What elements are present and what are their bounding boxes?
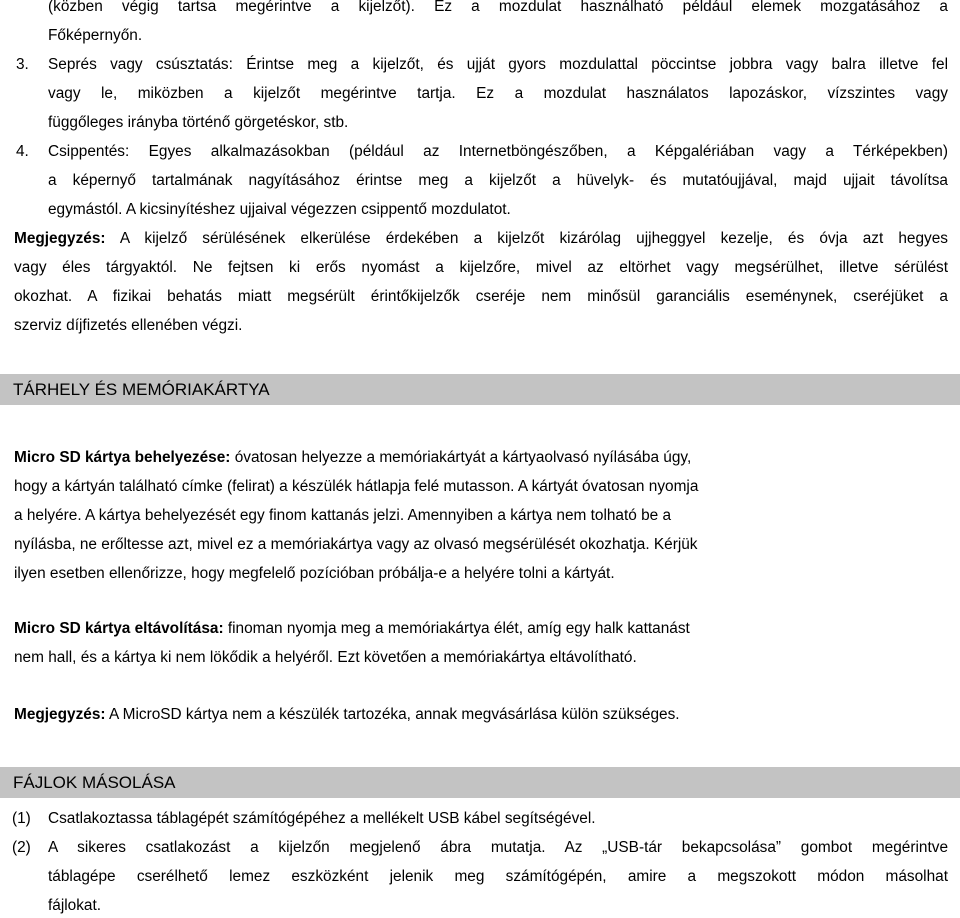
section-header-files bbox=[0, 767, 960, 798]
storage-note-text: A MicroSD kártya nem a készülék tartozéka, annak megvásárlása külön szükséges. bbox=[108, 706, 680, 723]
storage-note-line bbox=[14, 706, 680, 724]
list-item-4-line-3: egymástól. A kicsinyítéshez ujjaival végezzen csippentő mozdulatot. bbox=[48, 201, 511, 218]
list-item-4-number: 4. bbox=[16, 143, 29, 160]
files-step-2-line-2: táblagépe cserélhető lemez eszközként jelenik meg számítógépén, amire a megszokott módon másolhat bbox=[48, 868, 948, 885]
note-1-line-2: vagy éles tárgyaktól. Ne fejtsen ki erős nyomást a kijelzőre, mivel az eltörhet vagy megsérülhet, illetve sérülést bbox=[14, 259, 948, 276]
storage-remove-line-1 bbox=[14, 620, 690, 638]
storage-insert-line-2: hogy a kártyán található címke (felirat) a készülék hátlapja felé mutasson. A kártyát óvatosan nyomja bbox=[14, 478, 699, 495]
storage-insert-line-1 bbox=[14, 449, 691, 467]
files-step-2-line-1: A sikeres csatlakozást a kijelzőn megjelenő ábra mutatja. Az „USB-tár bekapcsolása” gombot megérintve bbox=[48, 839, 948, 856]
note-1-line-3: okozhat. A fizikai behatás miatt megsérült érintőkijelzők cseréje nem minősül garanciális eseménynek, cseréjüket a bbox=[14, 288, 948, 305]
files-step-2-line-3: fájlokat. bbox=[48, 897, 102, 914]
files-step-1-text: Csatlakoztassa táblagépét számítógépéhez a mellékelt USB kábel segítségével. bbox=[48, 810, 596, 827]
list-item-3-line-2: vagy le, miközben a kijelzőt megérintve tartja. Ez a mozdulat használatos lapozáskor, vízszintes vagy bbox=[48, 85, 948, 102]
storage-insert-line-5: ilyen esetben ellenőrizze, hogy megfelelő pozícióban próbálja-e a helyére tolni a kártyát. bbox=[14, 565, 615, 582]
list-item-3-number: 3. bbox=[16, 56, 29, 73]
storage-insert-text-1: óvatosan helyezze a memóriakártyát a kártyaolvasó nyílásába úgy, bbox=[234, 449, 692, 466]
note-1-line-1 bbox=[14, 230, 948, 248]
list-item-4-line-1: Csippentés: Egyes alkalmazásokban (például az Internetböngészőben, a Képgalériában vagy a Térképekben) bbox=[48, 143, 948, 160]
list-item-3-line-3: függőleges irányba történő görgetéskor, stb. bbox=[48, 114, 349, 131]
list-item-2-continuation-line-2: Főképernyőn. bbox=[48, 27, 143, 44]
note-1-label: Megjegyzés: bbox=[14, 230, 106, 247]
storage-remove-label: Micro SD kártya eltávolítása: bbox=[14, 620, 224, 637]
list-item-4-line-2: a képernyő tartalmának nagyításához érintse meg a kijelzőt a hüvelyk- és mutatóujjával, majd ujjait távolítsa bbox=[48, 172, 948, 189]
storage-remove-line-2: nem hall, és a kártya ki nem lökődik a helyéről. Ezt követően a memóriakártya eltávolítható. bbox=[14, 649, 637, 666]
list-item-3-line-1: Seprés vagy csúsztatás: Érintse meg a kijelzőt, és ujját gyors mozdulattal pöccintse jobbra vagy balra illetve fel bbox=[48, 56, 948, 73]
storage-insert-line-4: nyílásba, ne erőltesse azt, mivel ez a memóriakártya vagy az olvasó megsérülését okozhatja. Kérjük bbox=[14, 536, 698, 553]
storage-remove-text-1: finoman nyomja meg a memóriakártya élét, amíg egy halk kattanást bbox=[227, 620, 690, 637]
storage-insert-label: Micro SD kártya behelyezése: bbox=[14, 449, 231, 466]
section-title-files: FÁJLOK MÁSOLÁSA bbox=[13, 773, 176, 792]
files-step-1-number: (1) bbox=[12, 810, 31, 827]
storage-insert-line-3: a helyére. A kártya behelyezését egy finom kattanás jelzi. Amennyiben a kártya nem tolható be a bbox=[14, 507, 672, 524]
list-item-2-continuation-line-1: (közben végig tartsa megérintve a kijelzőt). Ez a mozdulat használható például elemek mozgatásához a bbox=[48, 0, 948, 15]
storage-note-label: Megjegyzés: bbox=[14, 706, 106, 723]
note-1-text-1: A kijelző sérülésének elkerülése érdekében a kijelzőt kizárólag ujjheggyel kezelje, és óvja azt hegyes bbox=[119, 230, 948, 247]
note-1-line-4: szerviz díjfizetés ellenében végzi. bbox=[14, 317, 243, 334]
files-step-2-number: (2) bbox=[12, 839, 31, 856]
section-title-storage: TÁRHELY ÉS MEMÓRIAKÁRTYA bbox=[13, 380, 270, 399]
section-header-storage bbox=[0, 374, 960, 405]
